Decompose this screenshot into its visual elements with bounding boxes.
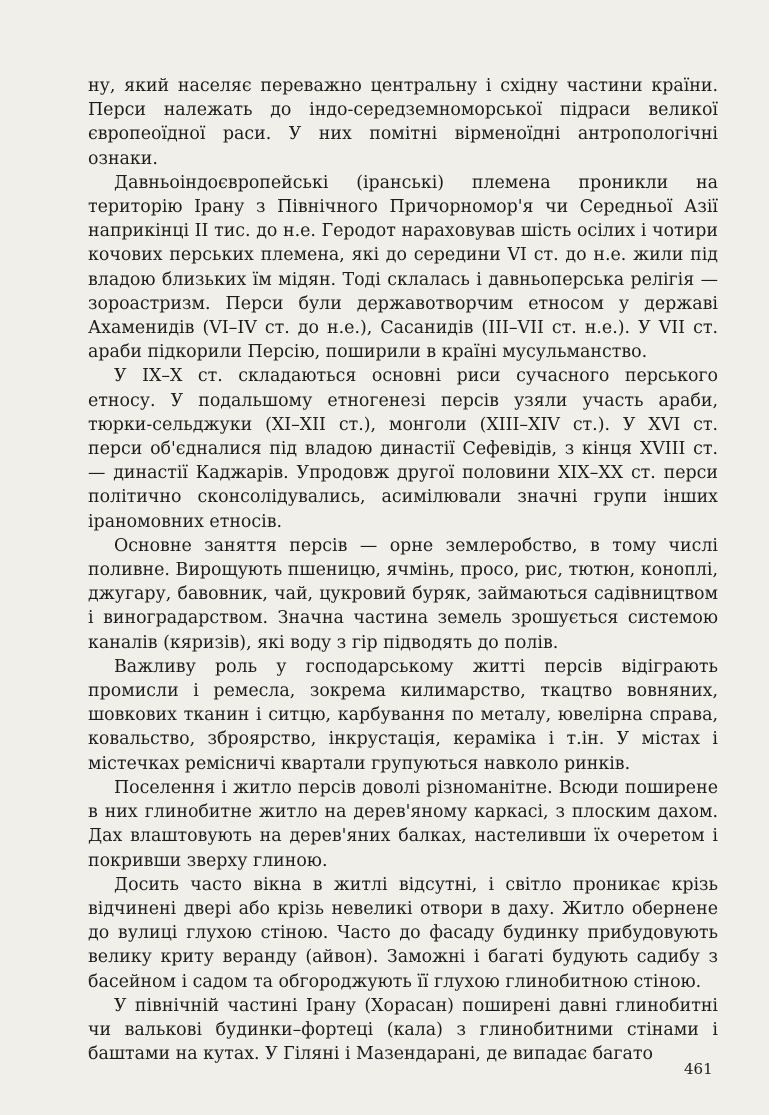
paragraph-agriculture: Основне заняття персів — орне землеробство, в тому числі поливне. Вирощують пшеницю, ячмінь, просо, рис, тютюн, коноплі, джугару, бавовник, чай, цукровий буряк, займаються садівництвом і виноградарством. Значна частина земель зрошується системою каналів (кяризів), які воду з гір підводять до полів. [88, 535, 718, 653]
page-body-text [88, 74, 718, 1066]
page-number: 461 [684, 1060, 713, 1078]
paragraph-crafts: Важливу роль у господарському житті персів відіграють промисли і ремесла, зокрема килимарство, ткацтво вовняних, шовкових тканин і ситцю, карбування по металу, ювелірна справа, ковальство, зброярство, інкрустація, кераміка і т.ін. У містах і містечках ремісничі квартали групуються навколо ринків. [88, 656, 718, 774]
paragraph-settlements: Поселення і житло персів доволі різноманітне. Всюди поширене в них глинобитне житло на дерев'яному каркасі, з плоским дахом. Дах влаштовують на дерев'яних балках, настеливши їх очеретом і покривши зверху глиною. [88, 777, 718, 871]
paragraph-ethnogenesis: У IX–X ст. складаються основні риси сучасного перського етносу. У подальшому етногенезі персів узяли участь араби, тюрки-сельджуки (XI–XII ст.), монголи (XIII–XIV ст.). У XVI ст. перси об'єдналися під владою династії Сефевідів, з кінця XVIII ст. — династії Каджарів. Упродовж другої половини XIX–XX ст. перси політично сконсолідувались, асимілювали значні групи інших іраномовних етносів. [88, 366, 718, 532]
paragraph-iranian-tribes: Давньоіндоєвропейські (іранські) племена проникли на територію Ірану з Північного Причорномор'я чи Середньої Азії наприкінці II тис. до н.е. Геродот нараховував шість осілих і чотири кочових перських племена, які до середини VI ст. до н.е. жили під владою близьких їм мідян. Тоді склалась і давньоперська релігія — зороастризм. Перси були державотворчим етносом у державі Ахаменидів (VI–IV ст. до н.е.), Сасанидів (III–VII ст. н.е.). У VII ст. араби підкорили Персію, поширили в країні мусульманство. [88, 172, 718, 363]
paragraph-windows: Досить часто вікна в житлі відсутні, і світло проникає крізь відчинені двері або крізь невеликі отвори в даху. Житло обернене до вулиці глухою стіною. Часто до фасаду будинку прибудовують велику криту веранду (айвон). Заможні і багаті будують садибу з басейном і садом та обгороджують її глухою глинобитною стіною. [88, 874, 718, 992]
paragraph-continuation: ну, який населяє переважно центральну і східну частини країни. Перси належать до індо-середземноморської підраси великої європеоїдної раси. У них помітні вірменоїдні антропологічні ознаки. [88, 76, 718, 169]
paragraph-khorasan: У північній частині Ірану (Хорасан) поширені давні глинобитні чи валькові будинки–фортеці (кала) з глинобитними стінами і баштами на кутах. У Гіляні і Мазендарані, де випадає багато [88, 995, 718, 1065]
